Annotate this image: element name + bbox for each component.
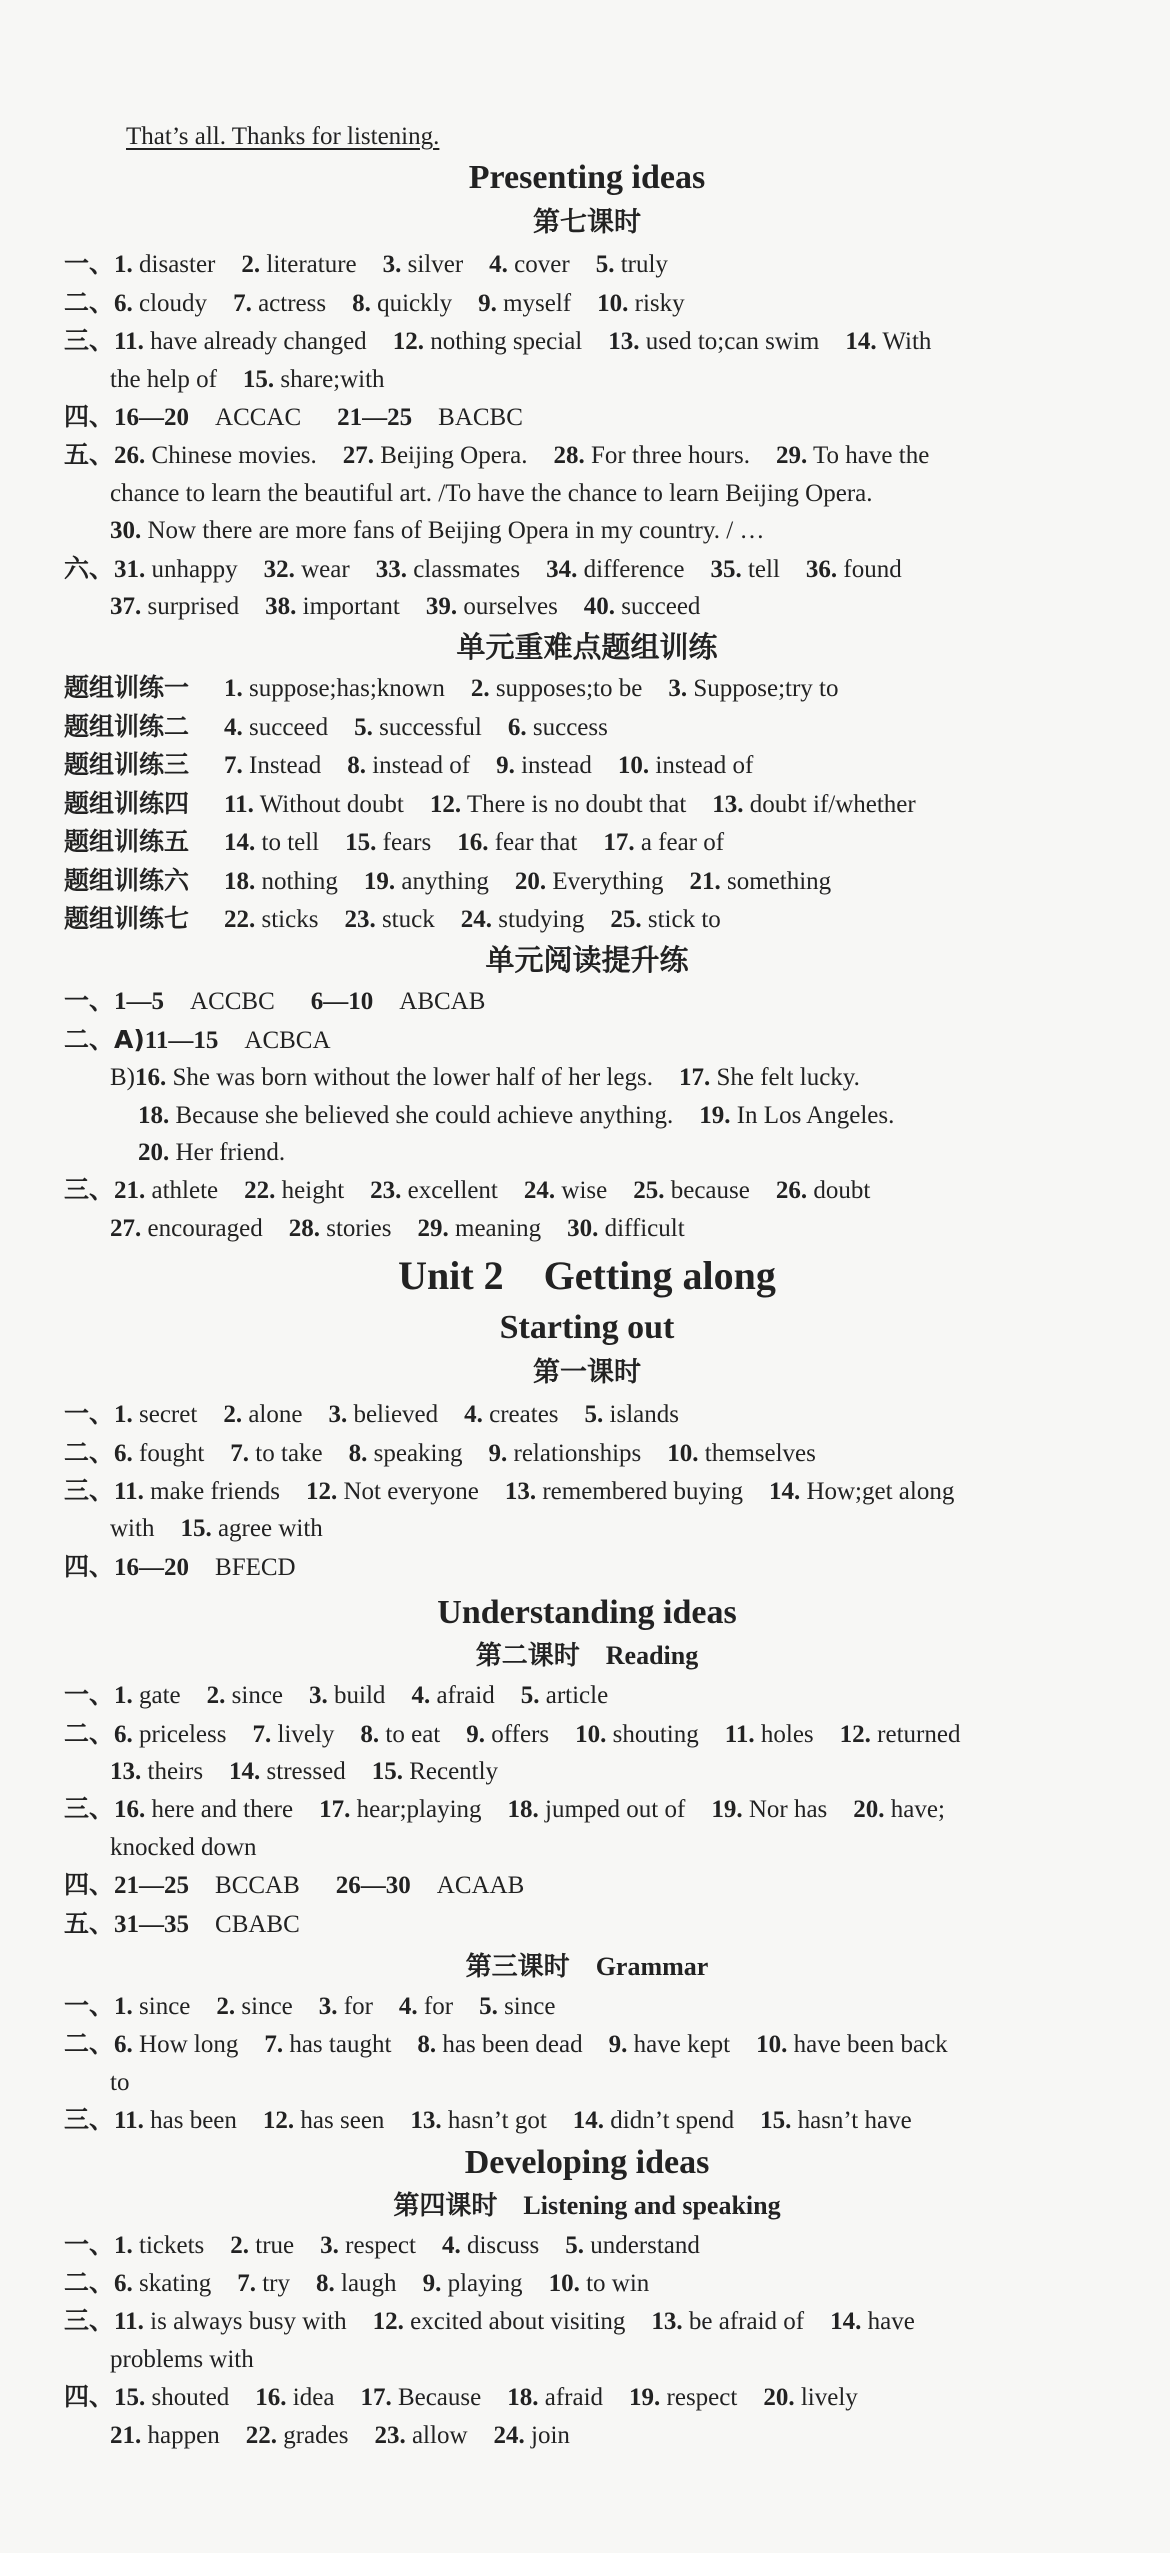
s1-line-6: 六、31. unhappy 32. wear 33. classmates 34. difference 35. tell 36. found <box>64 553 902 583</box>
s1-line-4: 四、16—20 ACCAC 21—25 BACBC <box>64 402 523 432</box>
group-training-7: 题组训练七 22. sticks 23. stuck 24. studying 25. stick to <box>64 903 721 933</box>
answer-key-content <box>64 118 1110 2454</box>
s3-line-4: 18. Because she believed she could achieve anything. 19. In Los Angeles. <box>138 1101 895 1129</box>
lesson-7-title: 第七课时 <box>533 207 641 239</box>
lesson-1-title: 第一课时 <box>533 1357 641 1389</box>
group-training-2: 题组训练二 4. succeed 5. successful 6. success <box>64 711 608 741</box>
s6-line-1: 一、1. since 2. since 3. for 4. for 5. since <box>64 1991 556 2021</box>
s3-line-3: B)16. She was born without the lower half of her legs. 17. She felt lucky. <box>110 1064 860 1092</box>
section-title-unit-reading: 单元阅读提升练 <box>485 943 689 978</box>
s5-line-3-cont: knocked down <box>110 1833 257 1861</box>
group-training-3: 题组训练三 7. Instead 8. instead of 9. instead 10. instead of <box>64 750 754 780</box>
lesson-3-title: 第三课时 Grammar <box>465 1952 709 1983</box>
s4-line-4: 四、16—20 BFECD <box>64 1551 296 1581</box>
s4-line-3: 三、11. make friends 12. Not everyone 13. remembered buying 14. How;get along <box>64 1475 955 1505</box>
s1-line-5-cont: chance to learn the beautiful art. /To have the chance to learn Beijing Opera. <box>110 479 873 507</box>
s3-line-1: 一、1—5 ACCBC 6—10 ABCAB <box>64 986 486 1016</box>
section-title-starting-out: Starting out <box>499 1309 675 1347</box>
s7-line-2: 二、6. skating 7. try 8. laugh 9. playing 10. to win <box>64 2268 650 2298</box>
s1-line-2: 二、6. cloudy 7. actress 8. quickly 9. myself 10. risky <box>64 287 685 317</box>
s6-line-3: 三、11. has been 12. has seen 13. hasn’t got 14. didn’t spend 15. hasn’t have <box>64 2105 912 2135</box>
s6-line-2: 二、6. How long 7. has taught 8. has been dead 9. have kept 10. have been back <box>64 2029 948 2059</box>
s5-line-3: 三、16. here and there 17. hear;playing 18. jumped out of 19. Nor has 20. have; <box>64 1794 945 1824</box>
s3-line-6: 三、21. athlete 22. height 23. excellent 24. wise 25. because 26. doubt <box>64 1175 871 1205</box>
s1-line-7: 37. surprised 38. important 39. ourselves 40. succeed <box>110 593 701 621</box>
s5-line-1: 一、1. gate 2. since 3. build 4. afraid 5. article <box>64 1680 609 1710</box>
s7-line-1: 一、1. tickets 2. true 3. respect 4. discuss 5. understand <box>64 2229 700 2259</box>
s5-line-5: 五、31—35 CBABC <box>64 1908 300 1938</box>
group-training-4: 题组训练四 11. Without doubt 12. There is no doubt that 13. doubt if/whether <box>64 788 916 818</box>
unit-title: Unit 2 Getting along <box>398 1253 776 1299</box>
s1-line-1: 一、1. disaster 2. literature 3. silver 4. cover 5. truly <box>64 249 668 279</box>
intro-line: That’s all. Thanks for listening. <box>126 123 440 150</box>
s3-line-2: 二、A)11—15 ACBCA <box>64 1024 331 1054</box>
lesson-2-title: 第二课时 Reading <box>475 1641 699 1672</box>
s1-line-3: 三、11. have already changed 12. nothing special 13. used to;can swim 14. With <box>64 326 932 356</box>
s5-line-2-cont: 13. theirs 14. stressed 15. Recently <box>110 1758 499 1785</box>
group-training-5: 题组训练五 14. to tell 15. fears 16. fear that 17. a fear of <box>64 827 725 857</box>
s7-line-3: 三、11. is always busy with 12. excited about visiting 13. be afraid of 14. have <box>64 2306 915 2336</box>
s7-line-5: 21. happen 22. grades 23. allow 24. join <box>110 2421 570 2449</box>
section-title-presenting-ideas: Presenting ideas <box>468 159 706 197</box>
s7-line-4: 四、15. shouted 16. idea 17. Because 18. afraid 19. respect 20. lively <box>64 2382 858 2412</box>
section-title-unit-key-points: 单元重难点题组训练 <box>456 630 718 665</box>
group-training-1: 题组训练一 1. suppose;has;known 2. supposes;to be 3. Suppose;try to <box>64 673 839 703</box>
s1-line-5: 五、26. Chinese movies. 27. Beijing Opera. 28. For three hours. 29. To have the <box>64 440 930 470</box>
group-training-6: 题组训练六 18. nothing 19. anything 20. Everything 21. something <box>64 865 832 895</box>
s1-line-3-cont: the help of 15. share;with <box>110 365 385 393</box>
s6-line-2-cont: to <box>110 2068 130 2096</box>
s4-line-1: 一、1. secret 2. alone 3. believed 4. creates 5. islands <box>64 1399 679 1429</box>
s4-line-2: 二、6. fought 7. to take 8. speaking 9. relationships 10. themselves <box>64 1437 816 1467</box>
s3-line-5: 20. Her friend. <box>138 1138 286 1166</box>
lesson-4-title: 第四课时 Listening and speaking <box>393 2190 781 2221</box>
s1-line-5-cont2: 30. Now there are more fans of Beijing Opera in my country. / … <box>110 517 765 545</box>
s5-line-2: 二、6. priceless 7. lively 8. to eat 9. offers 10. shouting 11. holes 12. returned <box>64 1718 961 1748</box>
s4-line-3-cont: with 15. agree with <box>110 1515 323 1543</box>
s3-line-7: 27. encouraged 28. stories 29. meaning 30. difficult <box>110 1214 685 1242</box>
s5-line-4: 四、21—25 BCCAB 26—30 ACAAB <box>64 1870 525 1900</box>
s7-line-3-cont: problems with <box>110 2345 254 2373</box>
section-title-developing-ideas: Developing ideas <box>464 2143 710 2181</box>
section-title-understanding-ideas: Understanding ideas <box>437 1594 737 1632</box>
